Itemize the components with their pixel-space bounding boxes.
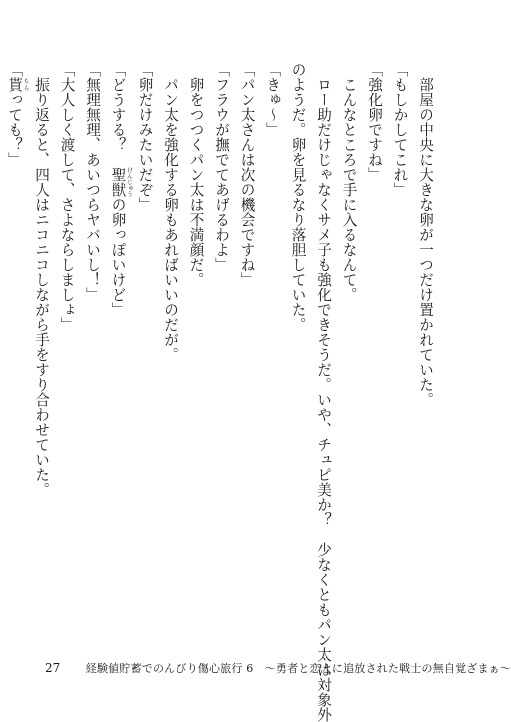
page-footer	[45, 660, 511, 676]
text-line: 「卵だけみたいだぞ」	[136, 62, 154, 212]
ruby-word	[109, 167, 133, 197]
ruby-reading: もら	[22, 77, 29, 92]
text-segment: っても？」	[6, 92, 23, 167]
text-line: 卵をつつくパン太は不満顔だ。	[187, 62, 205, 287]
text-segment: 「どうする？	[109, 62, 127, 167]
text-line: パン太を強化する卵もあればいいのだが。	[162, 62, 179, 362]
text-line: 「パン太さんは次の機会ですね」	[238, 62, 256, 287]
text-line: こんなところで手に入るなんて。	[340, 62, 358, 302]
text-line: 「無理無理、あいつらヤバいし！」	[84, 62, 101, 302]
text-line: 「強化卵ですね」	[366, 62, 383, 182]
text-line: 振り返ると、四人はニコニコしながら手をすり合わせていた。	[33, 62, 50, 497]
text-line-ruby	[2, 62, 29, 642]
text-line: 「きゅ～」	[264, 62, 281, 137]
text-line: ロー助だけじゃなくサメ子も強化できそうだ。いや、チュピ美か？ 少なくともパン太は対象外	[315, 62, 332, 722]
text-line	[0, 62, 2, 642]
text-line: 部屋の中央に大きな卵が一つだけ置かれていた。	[417, 62, 434, 407]
text-line: 「フラウが撫でてあげるわよ」	[213, 62, 230, 272]
text-line: のようだ。卵を見るなり落胆していた。	[289, 62, 307, 332]
text-segment: の卵っぽいけど」	[109, 197, 127, 317]
text-segment: 「	[6, 62, 23, 77]
ruby-base: 聖獣	[109, 167, 127, 197]
running-title: 経験値貯蓄でのんびり傷心旅行 6 ～勇者と恋人に追放された戦士の無自覚ざまぁ～	[85, 662, 511, 675]
ruby-reading: けんじゅう	[125, 167, 133, 197]
ruby-word	[6, 77, 29, 92]
text-line: 「大人しく渡して、さよならしましょ」	[58, 62, 76, 332]
ruby-base: 貰	[6, 77, 23, 92]
text-line-ruby	[105, 62, 132, 642]
text-line: 「もしかしてこれ」	[391, 62, 409, 197]
page-number: 27	[45, 661, 61, 675]
